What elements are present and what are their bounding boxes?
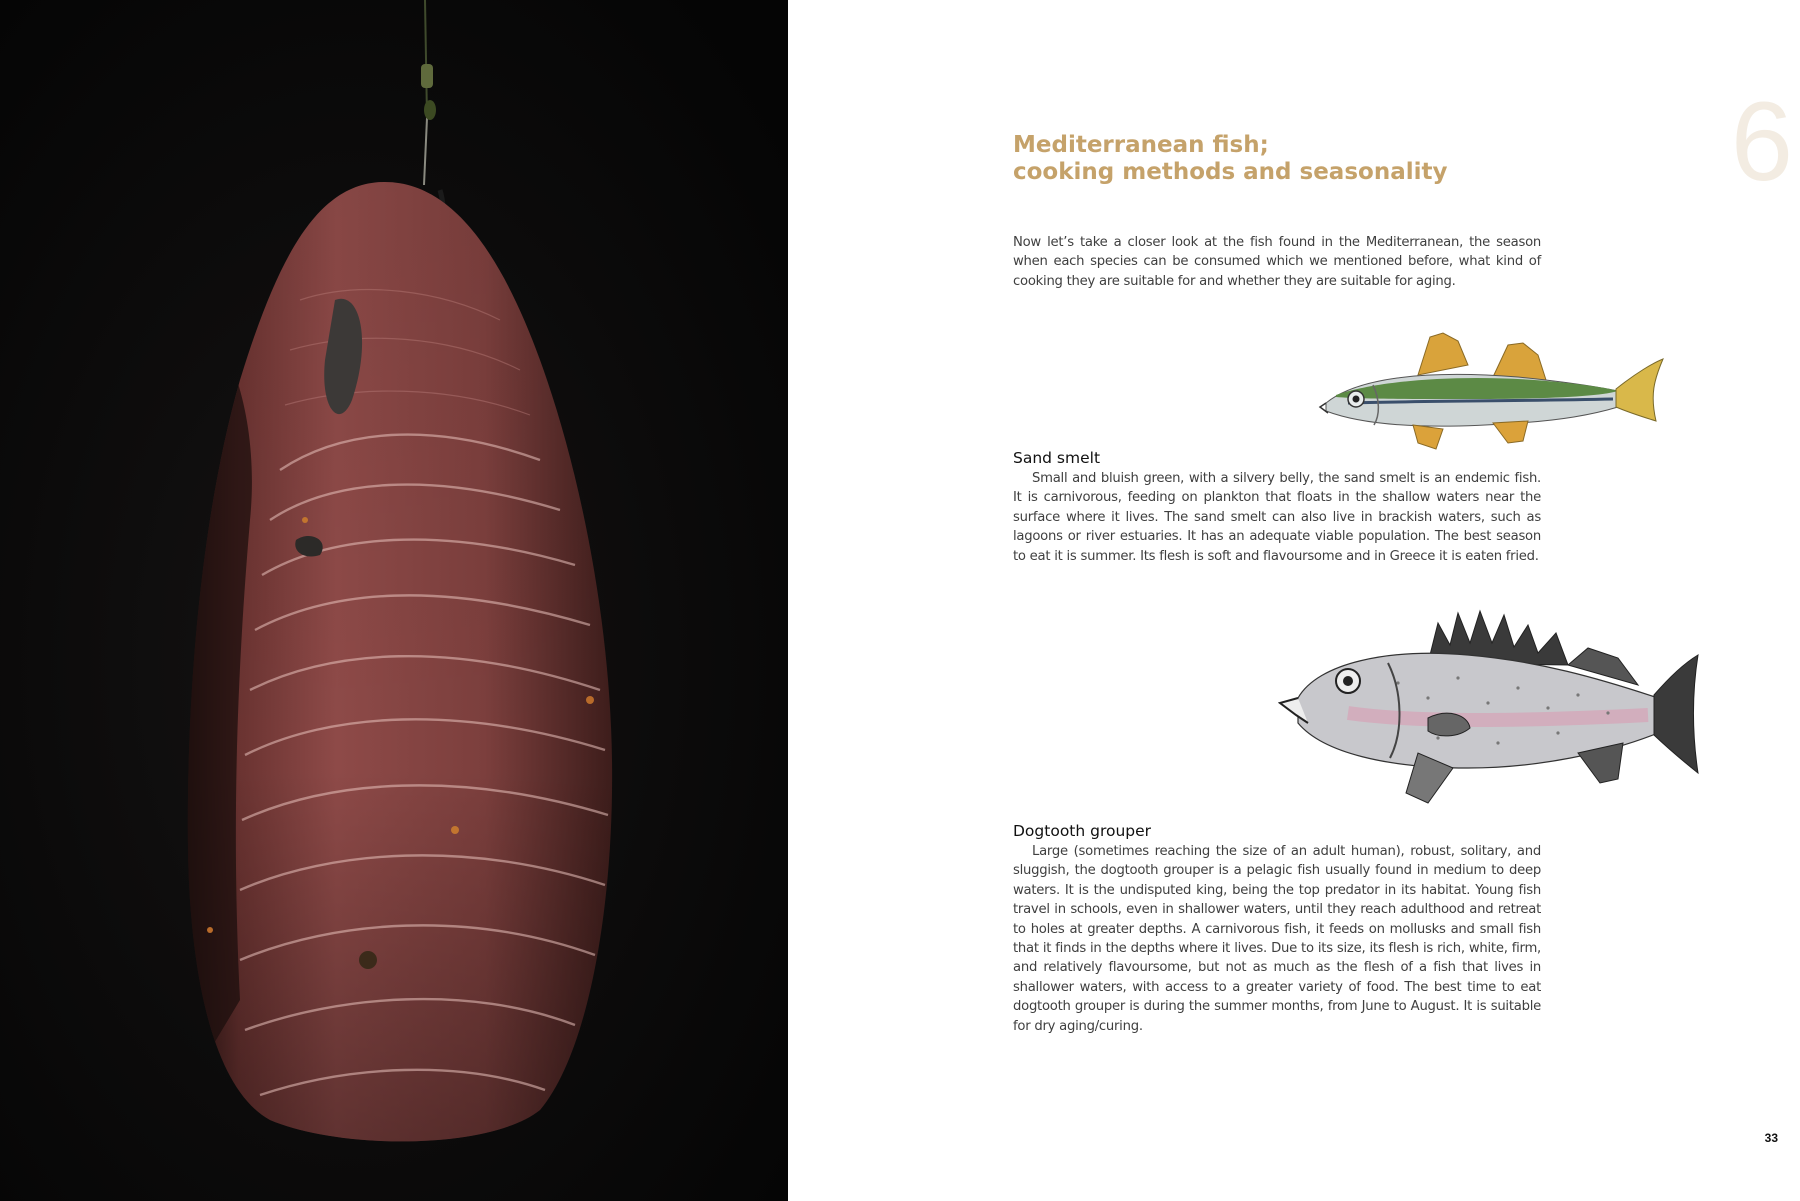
chapter-title-line-2: cooking methods and seasonality — [1013, 159, 1448, 185]
entry-text-sand-smelt: Small and bluish green, with a silvery belly, the sand smelt is an endemic fish. It is carnivorous, feeding on plankton that floats in the shallow waters near the surface where it lives. The sand smelt can also live in brackish waters, such as lagoons or river estuaries. It has an adequate viable population. The best season to eat it is summer. Its flesh is soft and flavoursome and in Greece it is eaten fried. — [1013, 471, 1541, 564]
cured-fish-photo — [0, 0, 788, 1201]
text-page — [788, 0, 1800, 1201]
entry-heading-dogtooth-grouper: Dogtooth grouper — [1013, 822, 1152, 840]
entry-text-dogtooth-grouper: Large (sometimes reaching the size of an adult human), robust, solitary, and sluggish, the dogtooth grouper is a pelagic fish usually found in medium to deep waters. It is the undisputed king, being the top predator in its habitat. Young fish travel in schools, even in shallower waters, until they reach adulthood and retreat to holes at greater depths. A carnivorous fish, it feeds on mollusks and small fish that it finds in the depths where it lives. Due to its size, its flesh is rich, white, firm, and relatively flavoursome, but not as much as the flesh of a fish that lives in shallower waters, with access to a greater variety of food. The best time to eat dogtooth grouper is during the summer months, from June to August. It is suitable for dry aging/curing. — [1013, 844, 1541, 1034]
cured-fillet-image — [0, 0, 788, 1201]
chapter-title-line-1: Mediterranean fish; — [1013, 132, 1269, 158]
chapter-number: 6 — [1730, 79, 1793, 204]
entry-heading-sand-smelt: Sand smelt — [1013, 449, 1101, 467]
page-number: 33 — [1764, 1131, 1778, 1145]
chapter-title — [1013, 132, 1573, 186]
dogtooth-grouper-illustration — [1278, 603, 1703, 823]
chapter-intro: Now let’s take a closer look at the fish found in the Mediterranean, the season when each species can be consumed which we mentioned before, what kind of cooking they are suitable for and whether they are suitable for aging. — [1013, 235, 1541, 289]
sand-smelt-illustration — [1318, 325, 1668, 460]
